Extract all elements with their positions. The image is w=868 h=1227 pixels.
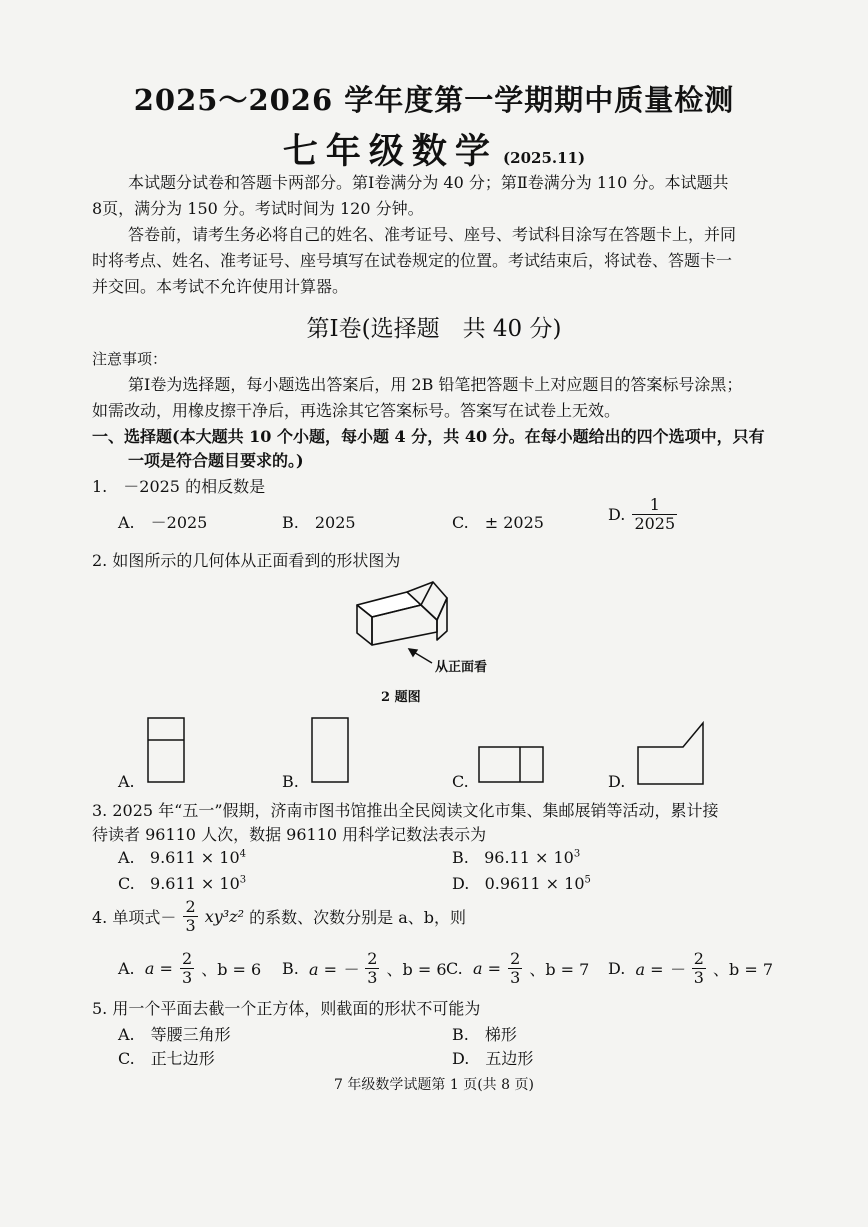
- q3-stem-line-2: 待读者 96110 人次，数据 96110 用科学记数法表示为: [92, 825, 487, 844]
- part1-header-line-2: 一项是符合题目要求的。): [128, 451, 304, 470]
- fraction-numerator: 2: [185, 897, 196, 916]
- q5-option-d: D. 五边形: [452, 1049, 534, 1068]
- q4-option-a-fraction: [180, 950, 194, 987]
- notice-line-1: 第Ⅰ卷为选择题，每小题选出答案后，用 2B 铅笔把答题卡上对应题目的答案标号涂黑；: [128, 375, 743, 394]
- q5-option-c: C. 正七边形: [118, 1049, 215, 1068]
- q3-option-b-value: 96.11 × 10: [484, 848, 574, 867]
- intro-line-2: 8页，满分为 150 分。考试时间为 120 分钟。: [92, 199, 424, 218]
- q4-option-d-suffix: 、b = 7: [713, 960, 774, 979]
- fraction-denominator: 3: [181, 968, 193, 987]
- q5-option-a: A. 等腰三角形: [118, 1025, 231, 1044]
- q3-stem-line-1: 3. 2025 年“五一”假期，济南市图书馆推出全民阅读文化市集、集邮展销等活动，累计接: [92, 801, 719, 820]
- q4-stem-fraction: [183, 898, 197, 935]
- exam-title: 2025～2026 学年度第一学期期中质量检测: [133, 83, 735, 117]
- q4-option-c: [446, 950, 589, 987]
- q3-option-a-label: A.: [118, 848, 135, 867]
- fraction-numerator: 2: [510, 949, 521, 968]
- notice-line-2: 如需改动，用橡皮擦干净后，再选涂其它答案标号。答案写在试卷上无效。: [92, 401, 621, 420]
- q4-stem: [92, 898, 466, 935]
- q4-option-a: [118, 950, 261, 987]
- q4-option-b-label: B.: [282, 959, 299, 978]
- q4-option-c-fraction: [508, 950, 522, 987]
- q3-option-b-exponent: 3: [573, 848, 581, 860]
- q4-option-a-prefix: a =: [144, 959, 173, 978]
- q5-stem: 5. 用一个平面去截一个正方体，则截面的形状不可能为: [92, 999, 481, 1018]
- intro-line-3: 答卷前，请考生务必将自己的姓名、准考证号、座号、考试科目涂写在答题卡上，并同: [128, 225, 737, 244]
- subject-name: 七年级数学: [282, 131, 498, 172]
- fraction-numerator: 2: [693, 949, 704, 968]
- q3-option-d-exponent: 5: [584, 874, 591, 886]
- q4-option-b-prefix: a = －: [309, 960, 359, 979]
- section-title: 第Ⅰ卷(选择题 共 40 分): [306, 316, 562, 342]
- q1-option-c: C. ± 2025: [452, 513, 544, 532]
- q5-option-b: B. 梯形: [452, 1025, 517, 1044]
- q2-option-a-figure: [148, 718, 184, 782]
- fraction-denominator: 3: [693, 968, 704, 987]
- q2-option-d-figure: [638, 723, 703, 784]
- q1-option-d-label: D.: [608, 505, 626, 524]
- q3-option-d: [452, 874, 591, 893]
- q3-option-c-exponent: 3: [239, 874, 247, 886]
- q2-option-c-label: C.: [452, 772, 469, 791]
- q3-option-d-value: 0.9611 × 10: [484, 874, 585, 893]
- fraction-denominator: 3: [510, 968, 521, 987]
- q4-stem-suffix: 的系数、次数分别是 a、b，则: [249, 908, 467, 927]
- q4-option-d-prefix: a = －: [635, 960, 685, 979]
- q2-arrow-label: 从正面看: [435, 660, 488, 675]
- q4-option-d-label: D.: [608, 959, 626, 978]
- q4-option-c-label: C.: [446, 959, 463, 978]
- q3-option-a-exponent: 4: [239, 848, 247, 860]
- q3-option-c: [118, 874, 246, 893]
- q2-stem: 2. 如图所示的几何体从正面看到的形状图为: [92, 551, 401, 570]
- q2-option-b-label: B.: [282, 772, 299, 791]
- q1-stem: 1. －2025 的相反数是: [92, 477, 266, 496]
- exam-date: (2025.11): [503, 149, 586, 167]
- q4-option-b-suffix: 、b = 6: [386, 960, 447, 979]
- fraction-numerator: 2: [181, 949, 193, 968]
- q4-stem-prefix: 4. 单项式－: [92, 908, 177, 927]
- notice-label: 注意事项：: [92, 350, 168, 368]
- q3-option-c-value: 9.611 × 10: [150, 874, 240, 893]
- fraction-denominator: 2025: [634, 514, 676, 533]
- q4-option-a-label: A.: [118, 959, 135, 978]
- q3-option-a: [118, 848, 246, 867]
- q4-option-c-prefix: a =: [472, 959, 501, 978]
- q3-option-b-label: B.: [452, 848, 469, 867]
- q4-option-b-fraction: [365, 950, 379, 987]
- page-footer: 7 年级数学试题第 1 页(共 8 页): [334, 1077, 534, 1093]
- q2-option-b-figure: [312, 718, 348, 782]
- q2-option-c-figure: [479, 747, 543, 782]
- q4-option-d: [608, 950, 773, 987]
- q3-option-d-label: D.: [452, 874, 470, 893]
- q2-solid-figure: [357, 582, 447, 645]
- intro-line-4: 时将考点、姓名、准考证号、座号填写在试卷规定的位置。考试结束后，将试卷、答题卡一: [92, 251, 733, 270]
- q1-option-b: B. 2025: [282, 513, 356, 532]
- q2-option-d-label: D.: [608, 772, 626, 791]
- q4-option-b: [282, 950, 447, 987]
- fraction-numerator: 2: [367, 949, 378, 968]
- q3-option-a-value: 9.611 × 10: [149, 848, 240, 867]
- q3-option-c-label: C.: [118, 874, 135, 893]
- q1-option-a: A. －2025: [118, 513, 208, 532]
- q3-option-b: [452, 848, 580, 867]
- q4-option-c-suffix: 、b = 7: [529, 960, 590, 979]
- intro-line-5: 并交回。本考试不允许使用计算器。: [92, 277, 349, 296]
- part1-header-line-1: 一、选择题(本大题共 10 个小题，每小题 4 分，共 40 分。在每小题给出的四个选项中，只有: [92, 427, 765, 446]
- q2-figure-caption: 2 题图: [381, 690, 421, 705]
- q4-option-d-fraction: [692, 950, 706, 987]
- q4-option-a-suffix: 、b = 6: [201, 960, 262, 979]
- front-view-arrow: [409, 649, 432, 663]
- q4-monomial: xy³z²: [204, 907, 245, 926]
- fraction-denominator: 3: [185, 916, 196, 935]
- q2-option-a-label: A.: [118, 772, 135, 791]
- fraction-numerator: 1: [632, 496, 677, 515]
- intro-line-1: 本试题分试卷和答题卡两部分。第Ⅰ卷满分为 40 分；第Ⅱ卷满分为 110 分。本试题共: [128, 173, 729, 192]
- fraction-denominator: 3: [367, 968, 378, 987]
